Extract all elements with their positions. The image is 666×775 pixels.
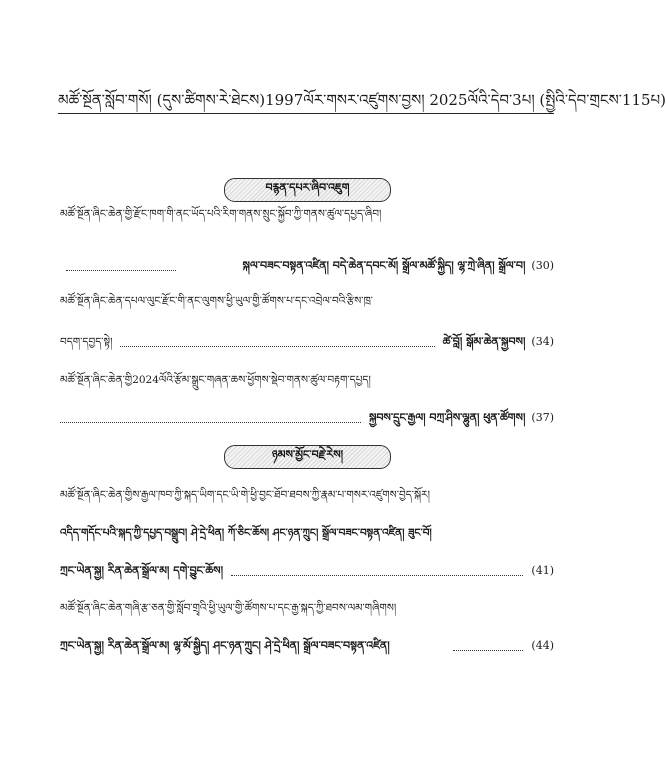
entry-title: མཚོ་སྔོན་ཞིང་ཆེན་དཔལ་ལུང་རྫོང་གི་ནང་ལུགས་ཕྱི་ཡུལ་གྱི་ཚོགས་པ་དང་འབྲེལ་བའི་རྩིས་ཁྲ་ <box>60 295 374 307</box>
entry-author-line <box>60 258 554 274</box>
section-heading-experience-exchange: ཉམས་མྱོང་བརྗེ་རེས། <box>224 445 391 469</box>
journal-header: མཚོ་སྔོན་སློབ་གསོ། (དུས་ཚིགས་རེ་ཐེངས)1997ལོར་གསར་འཛུགས་བྱས། 2025ལོའི་དེབ་3པ། (སྤྱིའི་དེབ་གྲངས་115པ) <box>58 91 666 109</box>
entry-author-line <box>60 563 554 579</box>
entry-author: ཀྲང་ཡེན་སྐྱ། རིན་ཆེན་སྒྲོལ་མ། དགེ་བྱུང་ཆོས། <box>60 564 224 577</box>
entry-page-number: (44) <box>531 639 554 652</box>
entry-title-continued: བདག་དབྱད་སྟེ། <box>60 336 113 348</box>
dot-leader <box>120 338 434 347</box>
entry-author-line <box>60 410 554 426</box>
entry-author: སྐྱབས་དྲུང་རྒྱལ། བཀྲ་ཤིས་ལྷུན། ཕུན་ཚོགས། <box>368 411 526 424</box>
entry-page-number: (41) <box>531 564 554 577</box>
entry-authors-first-line: འདིད་གདོང་པའི་སྐད་ཀྱི་དཔྱད་བསྒྲུབ། ཤེ་དྲེ་ཕིན། ཀོ་ཅིང་ཆོས། ཤང་ཉན་ཀྲུང། སྒྲོལ་བཟང་བསྟན་འཛིན། ཟུང་བོ། <box>60 527 432 539</box>
entry-author: ཚེ་བློ། སྒོམ་ཆེན་སྐྱབས། <box>442 335 526 348</box>
entry-author-line <box>60 334 554 350</box>
dot-leader <box>60 414 361 423</box>
dot-leader <box>453 642 523 651</box>
entry-author: སྐལ་བཟང་བསྟན་འཛིན། བདེ་ཆེན་དབང་མོ། སྒྲོལ་མཚོ་སྐྱིད། ལྷ་ཀྲེ་ཞིན། སྒྲོལ་བ། <box>242 259 526 272</box>
entry-title: མཚོ་སྔོན་ཞིང་ཆེན་གྱི་རྫོང་ཁག་གི་ནང་ཡོད་པའི་རིག་གནས་སྲུང་སྐྱོབ་ཀྱི་གནས་ཚུལ་དཔྱད་ཞིབ། <box>60 208 382 220</box>
entry-title: མཚོ་སྔོན་ཞིང་ཆེན་གྱིས་རྒྱལ་ཁབ་ཀྱི་སྐད་ཡིག་དང་ཡི་གེ་ཕྱི་བྱང་ཐོབ་ཐབས་ཀྱི་རྣམ་པ་གསར་འཛུགས་བྱེད་སྐོར། <box>60 489 430 501</box>
dot-leader <box>66 262 176 271</box>
entry-author: ཀྲང་ཡེན་སྐྱ། རིན་ཆེན་སྒྲོལ་མ། ལྷ་མོ་སྐྱིད། ཤང་ཉན་ཀྲུང། ཤེ་དྲེ་ཕིན། སྒྲོལ་བཟང་བསྟན་འཛིན། <box>60 639 390 652</box>
entry-author-line <box>60 638 554 654</box>
entry-title: མཚོ་སྔོན་ཞིང་ཆེན་གཞི་རྩ་ཅན་གྱི་སློབ་གྲྭའི་ཕྱི་ཡུལ་གྱི་ཚོགས་པ་དང་རྒྱ་སྐད་ཀྱི་ཐབས་ལམ་གཞིགས། <box>60 602 397 614</box>
section-heading-photo-research: བརྙན་དཔར་ཞིབ་འཇུག <box>224 178 391 202</box>
header-rule <box>58 113 554 114</box>
entry-page-number: (37) <box>531 411 554 424</box>
dot-leader <box>231 567 523 576</box>
entry-page-number: (34) <box>531 335 554 348</box>
entry-title: མཚོ་སྔོན་ཞིང་ཆེན་གྱི2024ལོའི་རྩོམ་སྒྲུང་གཞན་ཆས་ཕྱོགས་སྡེབ་གནས་ཚུལ་བརྟག་དཔྱད། <box>60 374 371 386</box>
entry-page-number: (30) <box>531 259 554 272</box>
